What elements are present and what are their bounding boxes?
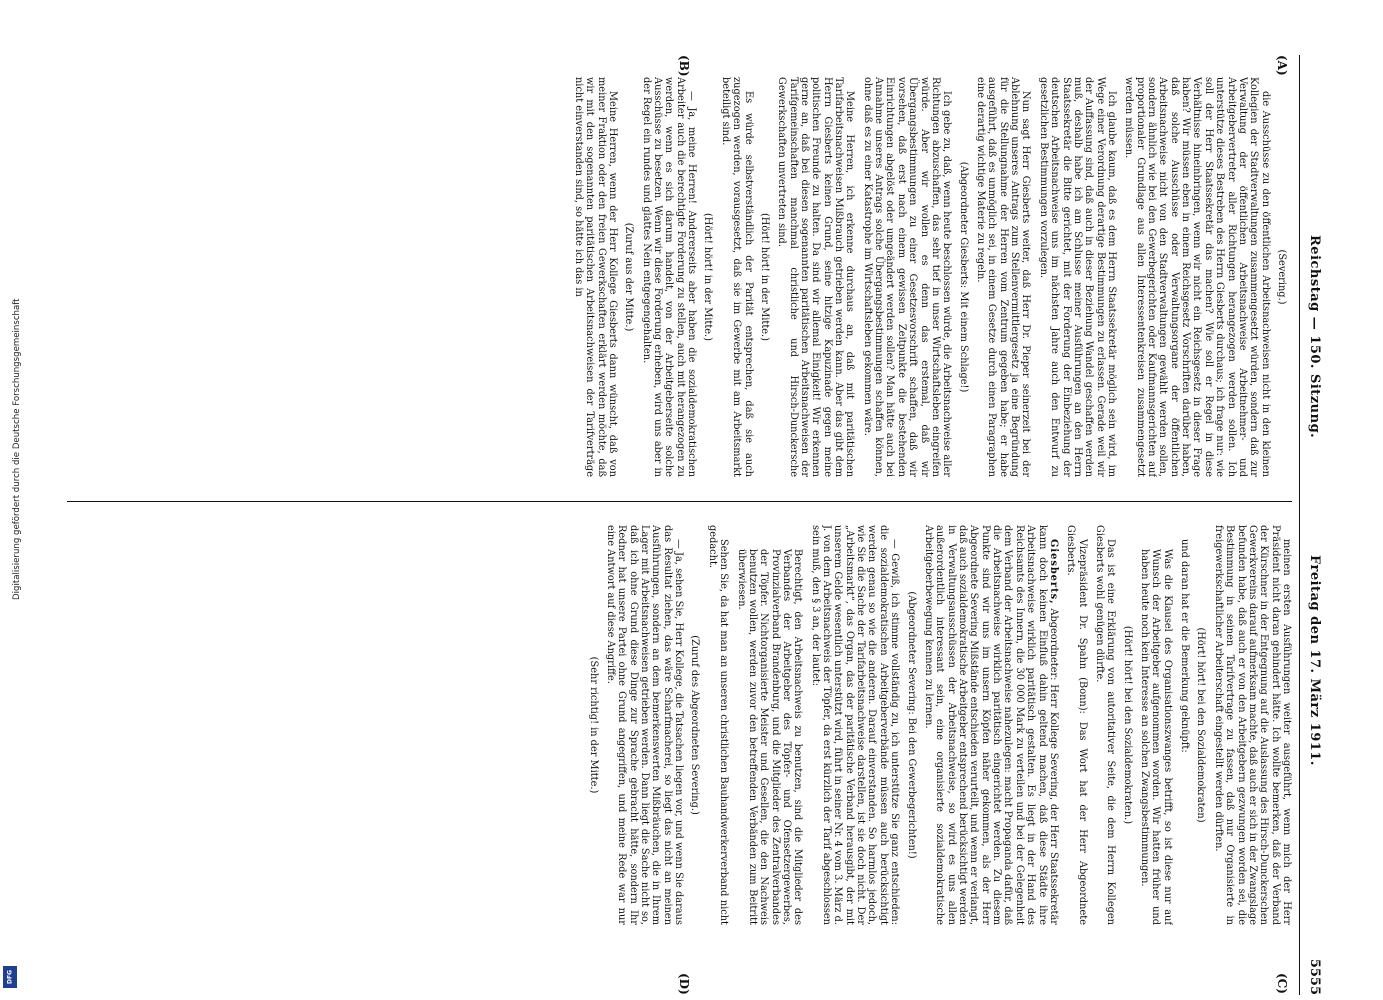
margin-marker-a: (A): [1275, 55, 1289, 76]
left-text-column: [67, 77, 1292, 477]
header-date: Freitag den 17. März 1911.: [1307, 555, 1322, 766]
interjection: (Hört! hört! bei den Sozialdemokraten): [1195, 627, 1207, 823]
body-paragraph: Ich gebe zu, daß, wenn heute beschlossen würde, die Arbeitsnachweise aller Richtungen abzuschaffen, das sehr tief in unser Wirtschaftsleben eingreifen würde. Aber wir wollen es denn das erstemal, daß wir Übergangsbestimmungen zu einer Gesetzesvorschrift schaffen, daß wir vorsehen, daß erst nach einem gewissen Zeitpunkte die bestehenden Einrichtungen abgelöst oder umgeändert werden sollen? Man hätte auch bei Annahme unseres Antrags solche Übergangsbestimmungen schaffen können, ohne daß es zu einer Katastrophe im Wirtschaftsleben gekommen wäre.: [861, 77, 953, 477]
right-text-column: [67, 525, 1292, 925]
interjection: (Hört! hört! in der Mitte.): [758, 212, 770, 341]
body-paragraph: — Ja, sehen Sie, Herr Kollege, die Tatsachen liegen vor, und wenn Sie daraus das Resultat ziehen, das wäre Scharfmacherei, so liegt das nicht an meinen Ausführungen, sondern an dem bemerkenswerten Mißbräuchen, die in Ihrem Lager mit Arbeitsnachweisen getrieben werden. Dann liegt die Sache nicht so, daß ich ohne Grund diese Dinge zur Sprache gebracht hätte, sondern Ihr Redner hat unsere Partei ohne Grund angegriffen, und meine Rede war nur eine Antwort auf diese Angriffe.: [604, 525, 685, 925]
body-paragraph: Ich glaube kaum, daß es dem Herrn Staatssekretär möglich sein wird, im Wege einer Verordnung derartige Bestimmungen zu erlassen. Gerade weil wir der Auffassung sind, daß auch in dieser Beziehung Wandel geschaffen werden muß, deshalb habe ich am Schlusse meiner Ausführungen an den Herrn Staatssekretär die Bitte gerichtet, mit der Forderung der Einbeziehung der deutschen Arbeitsnachweise uns im nächsten Jahre auch den Entwurf zu gesetzlichen Bestimmungen vorzulegen.: [1037, 77, 1117, 477]
digitization-note: Digitalisierung gefördert durch die Deutsche Forschungsgemeinschaft: [12, 298, 22, 600]
interjection: (Sehr richtig! in der Mitte.): [587, 656, 599, 794]
quoted-passage: Was die Klausel des Organisationszwanges betrifft, so ist diese nur auf Wunsch der Arbeitgeber aufgenommen worden. Wir hatten früher und haben heute noch kein Interesse an solchen Zwangsbestimmungen.: [1139, 549, 1173, 925]
speaker-paragraph: [923, 525, 1059, 925]
body-paragraph: Meine Herren, wenn der Herr Kollege Giesberts dann wünscht, daß von meiner Fraktion oder den freien Gewerkschaften erklärt werden möchte, daß wir mit den sogenannten paritätischen Arbeitsnachweisen der Tarifverträge nicht einverstanden sind, so hätte ich das in: [572, 77, 618, 477]
body-paragraph: Vizepräsident Dr. Spahn (Bonn): Das Wort hat der Herr Abgeordnete Giesberts.: [1065, 525, 1088, 925]
body-paragraph: Sehen Sie, da hat man an unseren christlichen Bauhandwerkerverband nicht gedacht.: [706, 525, 730, 925]
margin-marker-d: (D): [677, 973, 691, 995]
header-session: — 150. Sitzung.: [1307, 316, 1322, 439]
body-paragraph: — Ja, meine Herren! Andererseits aber haben die sozialdemokratischen Arbeiter auch die berechtigte Forderung zu stellen, auch mit herangezogen zu werden, wenn es sich darum handelt, von der Arbeitgeberseite solche Ausschüsse zu besetzen. Wenn wir diese Forderung erheben, wird uns aber in der Regel ein rundes und glattes Nein entgegengehalten.: [640, 77, 698, 477]
body-paragraph: meinen ersten Ausführungen weiter ausgeführt, wenn mich der Herr Präsident nicht daran gehindert hätte. Ich wollte bemerken, daß der Verband der Kürschner in der Entgegnung auf die Auslassung des Hirsch-Dunckerschen Gewerkvereins darauf aufmerksam machte, daß auch er sich in der Zwangslage befunden habe, daß auch er von den Arbeitgebern gezwungen worden sei, die Bestimmung in seinen Tarifvertrage zu fassen, daß nur Organisierte in freigewerkschaftlicher Arbeiterschaft eingestellt werden dürften.: [1212, 525, 1292, 925]
body-paragraph: und daran hat er die Bemerkung geknüpft:: [1179, 539, 1191, 753]
interjection: (Zuruf des Abgeordneten Severing.): [689, 635, 701, 815]
margin-marker-b: (B): [677, 55, 691, 77]
interjection: (Abgeordneter Giesberts: Mit einem Schlage!): [957, 161, 969, 393]
interjection: (Hört! hört! in der Mitte.): [702, 212, 714, 341]
quoted-passage: Berechtigt, den Arbeitsnachweis zu benutzen, sind die Mitglieder des Verbandes der Arbeitgeber des Töpfer- und Ofensetzergewerbes, Provinzialverband Brandenburg, und die Mitglieder des Zentralverbandes der Töpfer. Nichtorganisierte Meister und Gesellen, die den Nachweis benutzen wollen, werden zuvor den betreffenden Verbänden zum Beitritt überwiesen.: [735, 549, 804, 925]
body-paragraph: Meine Herren, ich erkenne durchaus an, daß mit paritätischen Tarifarbeitsnachweisen Mißbrauch getrieben werden kann. Aber das gibt dem Herrn Giesberts keinen Grund, seine hitzige Kapuzinade gegen meine politischen Freunde zu halten. Da sind wir allemal Einigkeit! Wir erkennen gerne an, daß bei diesen sogenannten paritätischen Arbeitsnachweisen der Tarifgemeinschaften manchmal christliche und Hirsch-Dunckersche Gewerkschaften unvertreten sind.: [776, 77, 856, 477]
body-paragraph: Nun sagt Herr Giesberts weiter, daß Herr Dr. Pieper seinerzeit bei der Ablehnung unseres Antrags zum Stellenvermittlergesetz ja eine Begründung für die Stellungnahme der Herren vom Zentrum gegeben habe; er habe ausgeführt, daß es unmöglich sei, in einem Gesetze durch einen Paragraphen eine derartig wichtige Materie zu regeln.: [975, 77, 1032, 477]
speaker-name: Giesberts,: [1047, 539, 1059, 605]
margin-marker-c: (C): [1275, 973, 1289, 994]
column-divider: [67, 501, 1292, 502]
interjection: (Zuruf aus der Mitte.): [623, 222, 635, 332]
body-paragraph: Das ist eine Erklärung von autoritativer Seite, die dem Herrn Kollegen Giesberts wohl genügen dürfte.: [1093, 525, 1117, 925]
interjection: (Abgeordneter Severing: Bei den Gewerbegerichten!): [905, 591, 917, 859]
dfg-logo: DFG: [3, 966, 17, 988]
body-paragraph: Es würde selbstverständlich der Parität entsprechen, daß sie auch zugezogen werden, vorausgesetzt, daß sie im Gewerbe mit am Arbeitsmarkt beteiligt sind.: [719, 77, 754, 477]
speaker-text: Abgeordneter: Herr Kollege Severing, der Herr Staatssekretär kann doch keinen Einfluß dahin geltend machen, daß diese Städte ihre Arbeitsnachweise wirklich paritätisch gestalten. Es liegt in der Hand des Reichsamts des Innern, die 30 000 Mark zu verteilen und bei der Gelegenheit dem Verband der Arbeitsnachweise nahezulegen: macht Propaganda dafür, daß die Arbeitsnachweise wirklich paritätisch eingerichtet werden. Zu diesem Punkte sind wir uns im unsern Köpfen näher gekommen, als der Herr Abgeordnete Severing Mißstände entschieden verurteilt, und wenn er verlangt, daß auch sozialdemokratische Arbeitgeber entsprechend berücksichtigt werden in Verwaltungsausschüssen der Arbeitsnachweise, so wird es uns allen außerordentlich interessant sein, eine organisierte sozialdemokratische Arbeitgeberbewegung kennen zu lernen.: [922, 525, 1059, 925]
header-title: [1307, 235, 1322, 438]
body-paragraph: die Ausschüsse zu den öffentlichen Arbeitsnachweisen nicht in den kleinen Kollegien der Stadtverwaltungen zusammengesetzt würden, sondern daß zur Verwaltung der öffentlichen Arbeitsnachweise Arbeitnehmer- und Arbeitgebervertreter aller Richtungen herangezogen werden sollen. Ich unterstütze dieses Bestreben des Herrn Giesberts durchaus; ich frage nur: wie soll der Herr Staatssekretär das machen? Wie soll er Regel in diese Verhältnisse hineinbringen, wenn wir nicht ein Reichsgesetz in dieser Frage haben? Wir müssen eben in einem Reichsgesetz Vorschriften darüber haben, daß solche Ausschüsse oder Verwaltungsorgane der öffentlichen Arbeitsnachweise nicht von den Stadtverwaltungen gewählt werden sollen, sondern ähnlich wie bei den Gewerbegerichten oder Kaufmannsgerichten auf proportionaler Grundlage aus allen Interessentenkreisen zusammengesetzt werden müssen.: [1123, 77, 1271, 477]
page-header: [1299, 55, 1330, 995]
interjection: (Hört! hört! bei den Sozialdemokraten.): [1121, 625, 1133, 825]
body-paragraph: — Gewiß, ich stimme vollständig zu, ich unterstütze Sie ganz entschieden: die sozialdemokratischen Arbeitgeberverbände müssen auch berücksichtigt werden genau so wie die anderen. Darauf einverstanden. So harmlos jedoch, wie Sie die Sache der Tarifarbeitsnachweise darstellen, ist sie doch nicht. Der „Arbeitsmarkt“, das Organ, das der paritätische Verband herausgibt, der mit unserem Gelde wesentlich unterstützt wird, führt in seiner Nr. 4 vom 3. März d. J. von dem Arbeitsnachweis der Töpfer, da erst kürzlich der Tarif abgeschlossen sein muß, den § 3 an, der lautet:: [809, 525, 901, 925]
page-number: 5555: [1307, 958, 1322, 995]
header-parliament: Reichstag: [1307, 235, 1322, 312]
interjection: (Severing.): [1276, 249, 1287, 305]
document-page: [55, 55, 1330, 995]
